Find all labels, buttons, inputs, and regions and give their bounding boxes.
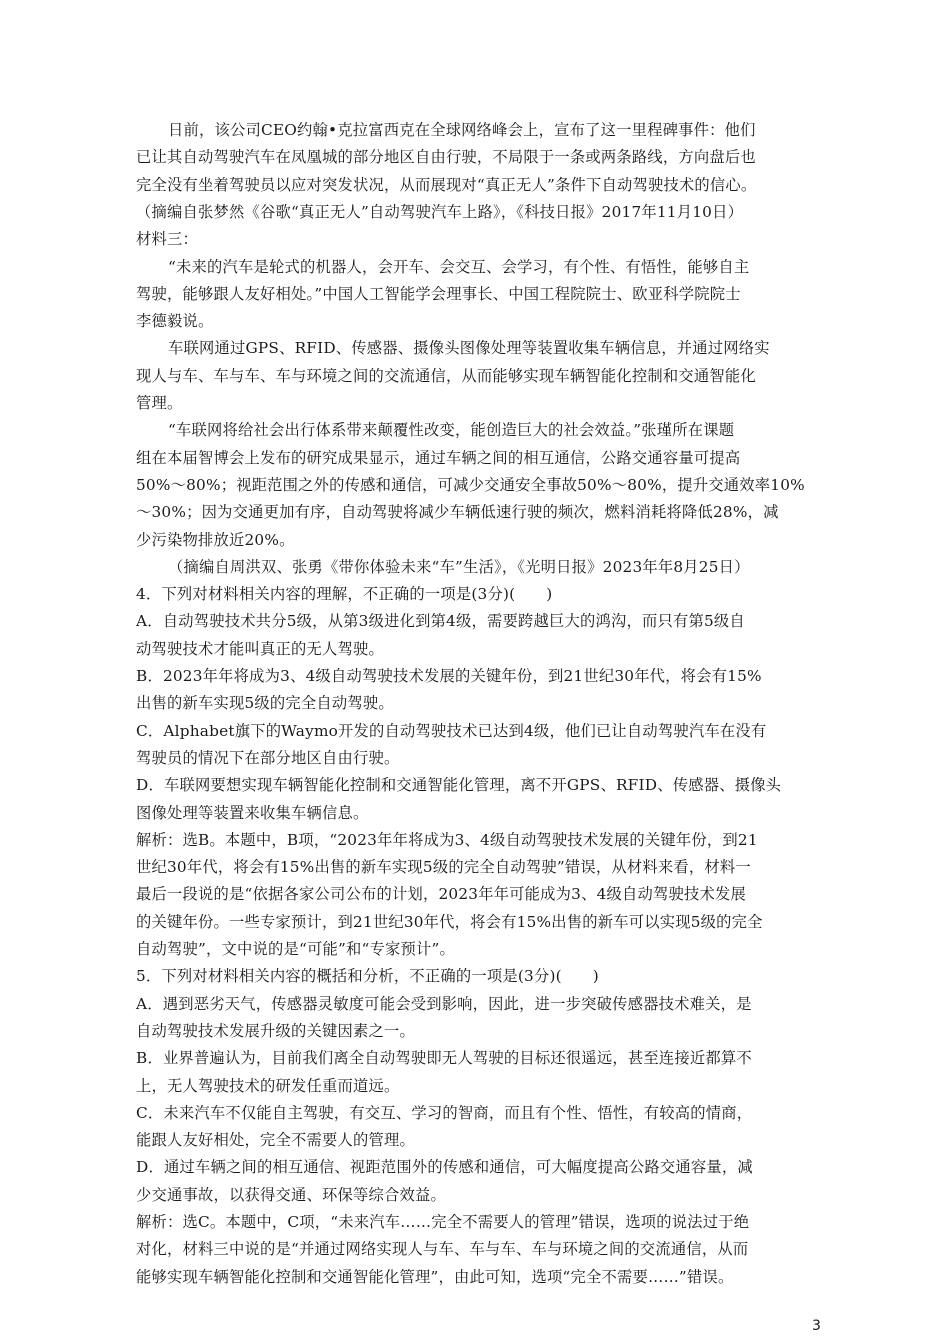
text-line: 完全没有坐着驾驶员以应对突发状况，从而展现对“真正无人”条件下自动驾驶技术的信心。 [136,175,757,194]
analysis-4: 解析：选B。本题中，B项，“2023年年将成为3、4级自动驾驶技术发展的关键年份，到21 [136,830,758,849]
text-line: 车联网通过GPS、RFID、传感器、摄像头图像处理等装置收集车辆信息，并通过网络实 [168,339,770,358]
section-heading: 材料三： [136,230,198,249]
question-4: 4．下列对材料相关内容的理解，不正确的一项是(3分)( ) [136,585,553,604]
question-5: 5．下列对材料相关内容的概括和分析，不正确的一项是(3分)( ) [136,967,599,986]
analysis-4-cont: 自动驾驶”，文中说的是“可能”和“专家预计”。 [136,940,456,958]
text-line: 已让其自动驾驶汽车在凤凰城的部分地区自由行驶，不局限于一条或两条路线，方向盘后也 [136,148,756,167]
source-citation: （摘编自周洪双、张勇《带你体验未来“车”生活》，《光明日报》2023年年8月25日） [168,557,750,576]
option-a-cont: 动驾驶技术才能叫真正的无人驾驶。 [136,639,384,658]
text-line: 日前，该公司CEO约翰•克拉富西克在全球网络峰会上，宣布了这一里程碑事件：他们 [168,121,756,139]
option-b: B．2023年年将成为3、4级自动驾驶技术发展的关键年份，到21世纪30年代，将会有15% [136,667,762,685]
text-line: 驾驶，能够跟人友好相处。”中国人工智能学会理事长、中国工程院院士、欧亚科学院院士 [136,284,741,303]
option-d: D．车联网要想实现车辆智能化控制和交通智能化管理，离不开GPS、RFID、传感器、摄像头 [136,776,782,795]
option-d-cont: 图像处理等装置来收集车辆信息。 [136,803,369,822]
option-d-cont: 少交通事故，以获得交通、环保等综合效益。 [136,1185,446,1204]
option-a: A．自动驾驶技术共分5级，从第3级进化到第4级，需要跨越巨大的鸿沟，而只有第5级自 [136,612,745,631]
option-a: A．遇到恶劣天气，传感器灵敏度可能会受到影响，因此，进一步突破传感器技术难关，是 [136,994,752,1013]
analysis-4-cont: 世纪30年代，将会有15%出售的新车实现5级的完全自动驾驶”错误，从材料来看，材料一 [136,858,751,877]
analysis-4-cont: 的关键年份。一些专家预计，到21世纪30年代，将会有15%出售的新车可以实现5级的完全 [136,912,763,931]
option-c: C．Alphabet旗下的Waymo开发的自动驾驶技术已达到4级，他们已让自动驾驶汽车在没有 [136,721,767,740]
text-line: 李德毅说。 [136,312,214,331]
text-line: “车联网将给社会出行体系带来颠覆性改变，能创造巨大的社会效益。”张瑾所在课题 [168,421,735,440]
page-number: 3 [812,1318,822,1334]
option-b-cont: 上，无人驾驶技术的研发任重而道远。 [136,1076,400,1095]
option-a-cont: 自动驾驶技术发展升级的关键因素之一。 [136,1021,415,1040]
option-b-cont: 出售的新车实现5级的完全自动驾驶。 [136,694,394,713]
text-line: ～30%；因为交通更加有序，自动驾驶将减少车辆低速行驶的频次，燃料消耗将降低28%，减 [136,503,779,522]
text-line: 现人与车、车与车、车与环境之间的交流通信，从而能够实现车辆智能化控制和交通智能化 [136,366,756,385]
analysis-5: 解析：选C。本题中，C项，“未来汽车……完全不需要人的管理”错误，选项的说法过于绝 [136,1213,750,1231]
option-c-cont: 驾驶员的情况下在部分地区自由行驶。 [136,748,400,767]
option-c: C．未来汽车不仅能自主驾驶，有交互、学习的智商，而且有个性、悟性，有较高的情商， [136,1103,753,1122]
option-c-cont: 能跟人友好相处，完全不需要人的管理。 [136,1131,415,1150]
analysis-4-cont: 最后一段说的是“依据各家公司公布的计划，2023年年可能成为3、4级自动驾驶技术发展 [136,885,747,904]
text-line: 少污染物排放近20%。 [136,530,295,549]
option-d: D．通过车辆之间的相互通信、视距范围外的传感和通信，可大幅度提高公路交通容量，减 [136,1158,753,1177]
analysis-5-cont: 对化，材料三中说的是“并通过网络实现人与车、车与车、车与环境之间的交流通信，从而 [136,1240,749,1259]
text-line: “未来的汽车是轮式的机器人，会开车、会交互、会学习，有个性、有悟性，能够自主 [168,257,750,276]
text-line: 管理。 [136,394,183,412]
text-line: 50%～80%；视距范围之外的传感和通信，可减少交通安全事故50%～80%，提升交通效率10% [136,475,805,494]
text-line: 组在本届智博会上发布的研究成果显示，通过车辆之间的相互通信，公路交通容量可提高 [136,448,741,467]
source-citation: （摘编自张梦然《谷歌“真正无人”自动驾驶汽车上路》，《科技日报》2017年11月10日） [136,202,744,221]
option-b: B．业界普遍认为，目前我们离全自动驾驶即无人驾驶的目标还很遥远，甚至连接近都算不 [136,1049,752,1068]
analysis-5-cont: 能够实现车辆智能化控制和交通智能化管理”，由此可知，选项“完全不需要……”错误。 [136,1267,734,1286]
